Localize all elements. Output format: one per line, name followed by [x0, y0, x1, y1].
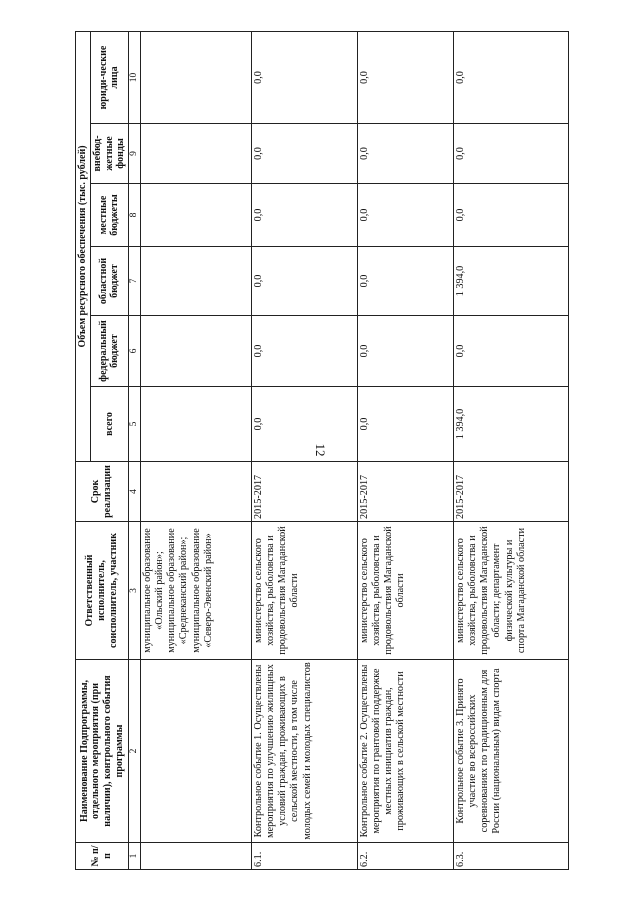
cell-responsible: министерство сельского хозяйства, рыболовства и продовольствия Магаданской области; департамент физической культуры и спорта Магаданской области — [454, 522, 569, 660]
cell-local: 0,0 — [358, 184, 454, 247]
cell-regional: 0,0 — [252, 247, 358, 316]
header-local: местные бюджеты — [90, 184, 128, 247]
index-cell: 9 — [129, 124, 141, 184]
cell-total: 0,0 — [358, 387, 454, 462]
cell-legal: 0,0 — [454, 31, 569, 123]
header-responsible: Ответственный исполнитель, соисполнитель, участник — [76, 522, 129, 660]
header-term: Срок реализации — [76, 462, 129, 522]
cell-total: 0,0 — [252, 387, 358, 462]
table-row — [141, 31, 252, 869]
header-no: № п/п — [76, 843, 129, 870]
cell-total: 1 394,0 — [454, 387, 569, 462]
cell-term — [141, 462, 252, 522]
cell-responsible: муниципальное образование «Ольский район»; муниципальное образование «Среднеканский район»; муниципальное образование «Северо-Эвенский район» — [141, 522, 252, 660]
cell-no: 6.3. — [454, 843, 569, 870]
cell-local: 0,0 — [252, 184, 358, 247]
index-cell: 8 — [129, 184, 141, 247]
cell-federal: 0,0 — [252, 316, 358, 387]
header-total: всего — [90, 387, 128, 462]
cell-regional: 1 394,0 — [454, 247, 569, 316]
cell-federal: 0,0 — [358, 316, 454, 387]
index-cell: 4 — [129, 462, 141, 522]
index-cell: 1 — [129, 843, 141, 870]
rotated-table-container — [75, 32, 547, 870]
cell-no: 6.1. — [252, 843, 358, 870]
table-row — [252, 31, 358, 869]
cell-legal — [141, 31, 252, 123]
cell-name — [141, 660, 252, 843]
cell-legal: 0,0 — [252, 31, 358, 123]
header-federal: федеральный бюджет — [90, 316, 128, 387]
cell-no — [141, 843, 252, 870]
cell-name: Контрольное событие 3. Принято участие во всероссийских соревнованиях по традиционным для России (национальным) видам спорта — [454, 660, 569, 843]
cell-term: 2015-2017 — [252, 462, 358, 522]
index-cell: 6 — [129, 316, 141, 387]
cell-total — [141, 387, 252, 462]
cell-responsible: министерство сельского хозяйства, рыболовства и продовольствия Магаданской области — [358, 522, 454, 660]
index-row — [129, 31, 141, 869]
cell-name: Контрольное событие 2. Осуществлены мероприятия по грантовой поддержке местных инициатив граждан, проживающих в сельской местности — [358, 660, 454, 843]
index-cell: 7 — [129, 247, 141, 316]
index-cell: 10 — [129, 31, 141, 123]
cell-local: 0,0 — [454, 184, 569, 247]
cell-local — [141, 184, 252, 247]
cell-offbudget: 0,0 — [454, 124, 569, 184]
cell-federal: 0,0 — [454, 316, 569, 387]
cell-offbudget — [141, 124, 252, 184]
index-cell: 5 — [129, 387, 141, 462]
resource-table — [75, 31, 569, 870]
page-number: 12 — [313, 443, 328, 457]
header-volume: Объем ресурсного обеспечения (тыс. рублей) — [76, 31, 91, 461]
cell-term: 2015-2017 — [358, 462, 454, 522]
header-offbudget: внебюд-жетные фонды — [90, 124, 128, 184]
cell-offbudget: 0,0 — [252, 124, 358, 184]
cell-term: 2015-2017 — [454, 462, 569, 522]
header-regional: областной бюджет — [90, 247, 128, 316]
header-name: Наименование Подпрограммы, отдельного мероприятия (при наличии), контрольного события программы — [76, 660, 129, 843]
table-row — [358, 31, 454, 869]
header-legal: юриди-ческие лица — [90, 31, 128, 123]
cell-regional — [141, 247, 252, 316]
cell-name: Контрольное событие 1. Осуществлены мероприятия по улучшению жилищных условий граждан, проживающих в сельской местности, в том числе молодых семей и молодых специалистов — [252, 660, 358, 843]
cell-offbudget: 0,0 — [358, 124, 454, 184]
cell-regional: 0,0 — [358, 247, 454, 316]
cell-legal: 0,0 — [358, 31, 454, 123]
cell-federal — [141, 316, 252, 387]
cell-no: 6.2. — [358, 843, 454, 870]
index-cell: 2 — [129, 660, 141, 843]
index-cell: 3 — [129, 522, 141, 660]
cell-responsible: министерство сельского хозяйства, рыболовства и продовольствия Магаданской области — [252, 522, 358, 660]
table-row — [454, 31, 569, 869]
